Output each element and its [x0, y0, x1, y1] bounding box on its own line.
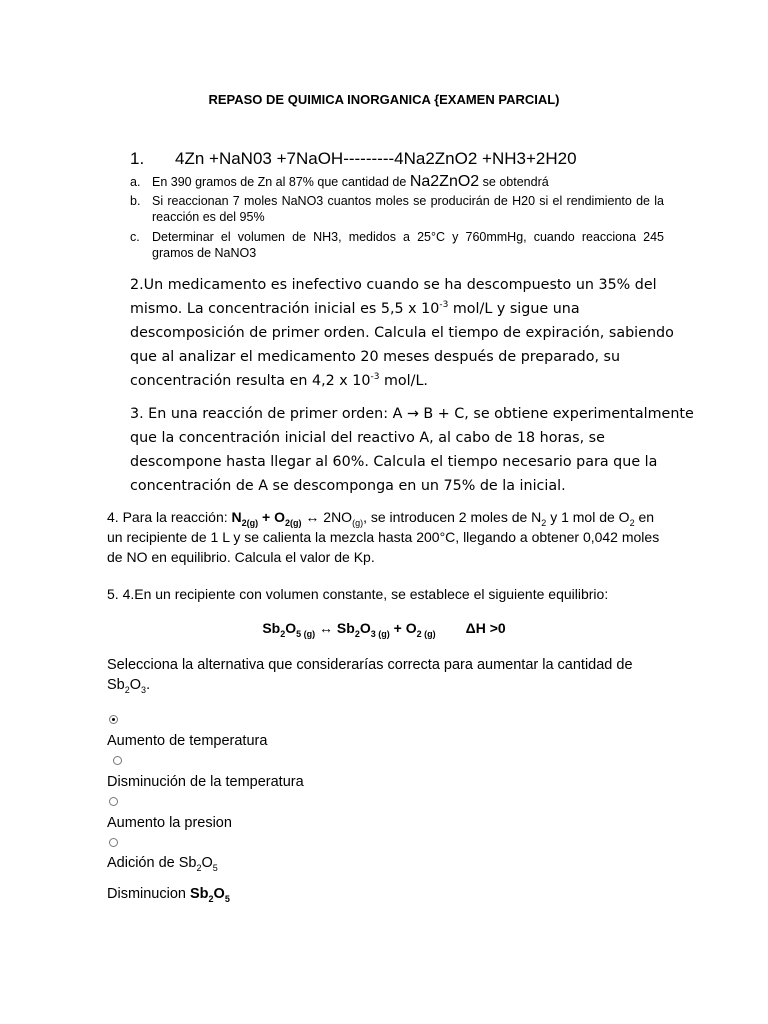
- option-4-label[interactable]: [107, 855, 218, 871]
- option-5-sub-2: 2: [208, 893, 214, 904]
- question-4-text-1: 4. Para la reacción:: [107, 509, 232, 525]
- question-1c-letter: c.: [130, 230, 140, 244]
- option-2-radio[interactable]: [113, 756, 122, 765]
- question-1a-end: se obtendrá: [479, 175, 549, 189]
- eq-sub-2b: 2: [354, 628, 360, 639]
- question-5-heading: 5. 4.En un recipiente con volumen constante, se establece el siguiente equilibrio:: [107, 586, 609, 602]
- question-4-o2-sub: 2: [629, 517, 635, 528]
- question-1a-compound: Na2ZnO2: [409, 173, 480, 190]
- question-1-equation: [130, 149, 577, 169]
- option-4-o: O: [201, 855, 213, 871]
- option-5-o: O: [213, 886, 225, 902]
- question-2: [130, 273, 695, 393]
- option-1-radio[interactable]: [109, 715, 118, 724]
- question-4-plus-o: + O: [258, 509, 285, 525]
- option-3-label[interactable]: Aumento la presion: [107, 815, 232, 831]
- option-2-label[interactable]: Disminución de la temperatura: [107, 774, 304, 790]
- question-5-prompt-text: Selecciona la alternativa que considerarías correcta para aumentar la cantidad de Sb: [107, 657, 633, 693]
- eq-sub-5: 5: [296, 628, 302, 639]
- question-1b-letter: b.: [130, 194, 141, 208]
- question-5-prompt-sub-3: 3: [141, 684, 147, 695]
- question-1b: [130, 193, 664, 225]
- question-1c-text: Determinar el volumen de NH3, medidos a 25°C y 760mmHg, cuando reacciona 245 gramos de NaNO3: [152, 230, 664, 260]
- eq-sub-2c: 2: [416, 628, 422, 639]
- question-1-number: 1.: [130, 149, 145, 168]
- question-1c: [130, 229, 664, 261]
- eq-sb: Sb: [262, 620, 281, 636]
- question-4-o-sub: 2(g): [285, 517, 302, 528]
- question-1a-letter: a.: [130, 175, 141, 189]
- question-3-text: 3. En una reacción de primer orden: A → B + C, se obtiene experimentalmente que la concentración inicial del reactivo A, al cabo de 18 horas, se descompone hasta llegar al 60%. Calcula el tiempo necesario para que la concentración de A se descomponga en un 75% de la inicial.: [130, 406, 694, 494]
- option-1-label[interactable]: Aumento de temperatura: [107, 733, 268, 749]
- eq-state-3: (g): [421, 628, 436, 639]
- question-5-prompt-end: .: [146, 677, 151, 693]
- eq-sub-2: 2: [280, 628, 286, 639]
- question-4-arrow-no: ↔ 2NO: [301, 509, 353, 525]
- document-title: REPASO DE QUIMICA INORGANICA {EXAMEN PARCIAL): [208, 92, 560, 107]
- question-5-prompt-o: O: [129, 677, 142, 693]
- option-4-sub-2: 2: [196, 862, 202, 873]
- question-1b-text: Si reaccionan 7 moles NaNO3 cuantos moles se producirán de H20 si el rendimiento de la reacción es del 95%: [152, 194, 664, 224]
- question-5-prompt-sub-2: 2: [124, 684, 130, 695]
- question-1-reaction: 4Zn +NaN03 +7NaOH---------4Na2ZnO2 +NH3+2H20: [175, 149, 577, 168]
- question-4-text-2: , se introducen 2 moles de N: [363, 509, 542, 525]
- eq-arrow: ↔ Sb: [315, 620, 355, 636]
- option-5-label[interactable]: [107, 886, 230, 902]
- question-4-no-sub: (g): [352, 517, 364, 528]
- question-1a-text: En 390 gramos de Zn al 87% que cantidad de: [152, 175, 410, 189]
- question-5-prompt: [107, 655, 667, 695]
- option-5-sub-5: 5: [224, 893, 230, 904]
- eq-plus: + O: [389, 620, 417, 636]
- eq-ob: O: [359, 620, 371, 636]
- option-4-radio[interactable]: [109, 838, 118, 847]
- question-2-exponent-1: -3: [439, 300, 449, 311]
- question-2-text-1: 2.Un medicamento es inefectivo cuando se ha descompuesto un 35% del mismo. La concentración inicial es 5,5 x 10: [130, 277, 657, 317]
- question-4-n2-sub: 2: [541, 517, 547, 528]
- option-4-text: Adición de Sb: [107, 855, 197, 871]
- option-5-text: Disminucion: [107, 886, 190, 902]
- question-4-text-3: y 1 mol de O: [546, 509, 630, 525]
- question-3: [130, 402, 695, 498]
- eq-delta-h: ΔH >0: [465, 620, 506, 636]
- option-5-sb: Sb: [190, 886, 209, 902]
- question-4-n-sub: 2(g): [241, 517, 259, 528]
- question-1a: [130, 174, 664, 190]
- equilibrium-equation: [0, 620, 768, 639]
- question-2-exponent-2: -3: [370, 372, 380, 383]
- eq-o: O: [285, 620, 297, 636]
- eq-sub-3: 3: [370, 628, 376, 639]
- eq-state-1: (g): [301, 628, 316, 639]
- question-2-text-2: mol/L y sigue una descomposición de primer orden. Calcula el tiempo de expiración, sabiendo que al analizar el medicamento 20 meses después de preparado, su concentración resulta en 4,2 x 10: [130, 301, 674, 389]
- option-3-radio[interactable]: [109, 797, 118, 806]
- eq-state-2: (g): [375, 628, 390, 639]
- question-2-text-3: mol/L.: [379, 373, 428, 389]
- question-4-n: N: [231, 509, 242, 525]
- question-4-text-4: en un recipiente de 1 L y se calienta la mezcla hasta 200°C, llegando a obtener 0,042 moles de NO en equilibrio. Calcula el valor de Kp.: [107, 509, 660, 565]
- question-4: [107, 507, 667, 567]
- option-4-sub-5: 5: [212, 862, 218, 873]
